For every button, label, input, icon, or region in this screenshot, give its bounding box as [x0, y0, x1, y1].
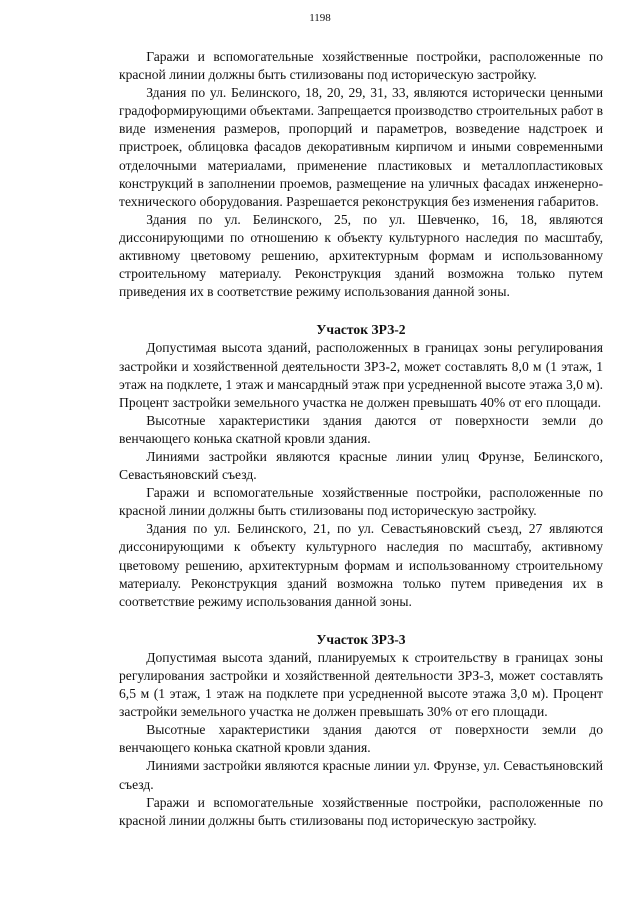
zrz-2-paragraph-4: Гаражи и вспомогательные хозяйственные постройки, расположенные по красной линии должны быть стилизованы под историческую застройку. [119, 485, 603, 519]
section-title-zrz-3: Участок ЗРЗ-3 [316, 631, 406, 647]
zrz-3-paragraph-3: Линиями застройки являются красные линии ул. Фрунзе, ул. Севастьяновский съезд. [119, 758, 603, 792]
section-title-zrz-2: Участок ЗРЗ-2 [316, 322, 406, 338]
zrz-3-paragraph-1: Допустимая высота зданий, планируемых к строительству в границах зоны регулирования застройки и хозяйственной деятельности ЗРЗ-3, может составлять 6,5 м (1 этаж, 1 этаж на подклете при усредненной высоте этажа 3,0 м). Процент застройки земельного участка не должен превышать 30% от его площади. [119, 649, 603, 720]
page-number: 1198 [309, 12, 331, 24]
zrz-2-paragraph-2: Высотные характеристики здания даются от поверхности земли до венчающего конька скатной кровли здания. [119, 412, 603, 446]
zrz-2-paragraph-5: Здания по ул. Белинского, 21, по ул. Севастьяновский съезд, 27 являются диссонирующими к объекту культурного наследия по масштабу, активному цветовому решению, архитектурным формам и использованному строительному материалу. Реконструкция зданий возможна только путем приведения их в соответствие режиму использования данной зоны. [119, 521, 603, 609]
document-body [119, 48, 603, 830]
zrz-3-paragraph-2: Высотные характеристики здания даются от поверхности земли до венчающего конька скатной кровли здания. [119, 722, 603, 756]
zrz-3-paragraph-4: Гаражи и вспомогательные хозяйственные постройки, расположенные по красной линии должны быть стилизованы под историческую застройку. [119, 794, 603, 828]
paragraph-intro-3: Здания по ул. Белинского, 25, по ул. Шевченко, 16, 18, являются диссонирующими по отношению к объекту культурного наследия по масштабу, активному цветовому решению, архитектурным формам и использованному строительному материалу. Реконструкция зданий возможна только путем приведения их в соответствие режиму использования данной зоны. [119, 211, 603, 300]
paragraph-intro-2: Здания по ул. Белинского, 18, 20, 29, 31, 33, являются исторически ценными градоформирующими объектами. Запрещается производство строительных работ в виде изменения размеров, пропорций и параметров, возведение надстроек и пристроек, облицовка фасадов декоративным кирпичом и иными современными отделочными материалами, применение пластиковых и металлопластиковых конструкций в заполнении проемов, размещение на уличных фасадах инженерно-технического оборудования. Разрешается реконструкция без изменения габаритов. [119, 85, 603, 209]
paragraph-intro-1: Гаражи и вспомогательные хозяйственные постройки, расположенные по красной линии должны быть стилизованы под историческую застройку. [119, 49, 603, 83]
zrz-2-paragraph-3: Линиями застройки являются красные линии улиц Фрунзе, Белинского, Севастьяновский съезд. [119, 448, 603, 483]
zrz-2-paragraph-1: Допустимая высота зданий, расположенных в границах зоны регулирования застройки и хозяйственной деятельности ЗРЗ-2, может составлять 8,0 м (1 этаж, 1 этаж на подклете, 1 этаж и мансардный этаж при усредненной высоте этажа 3,0 м). Процент застройки земельного участка не должен превышать 40% от его площади. [119, 340, 603, 410]
